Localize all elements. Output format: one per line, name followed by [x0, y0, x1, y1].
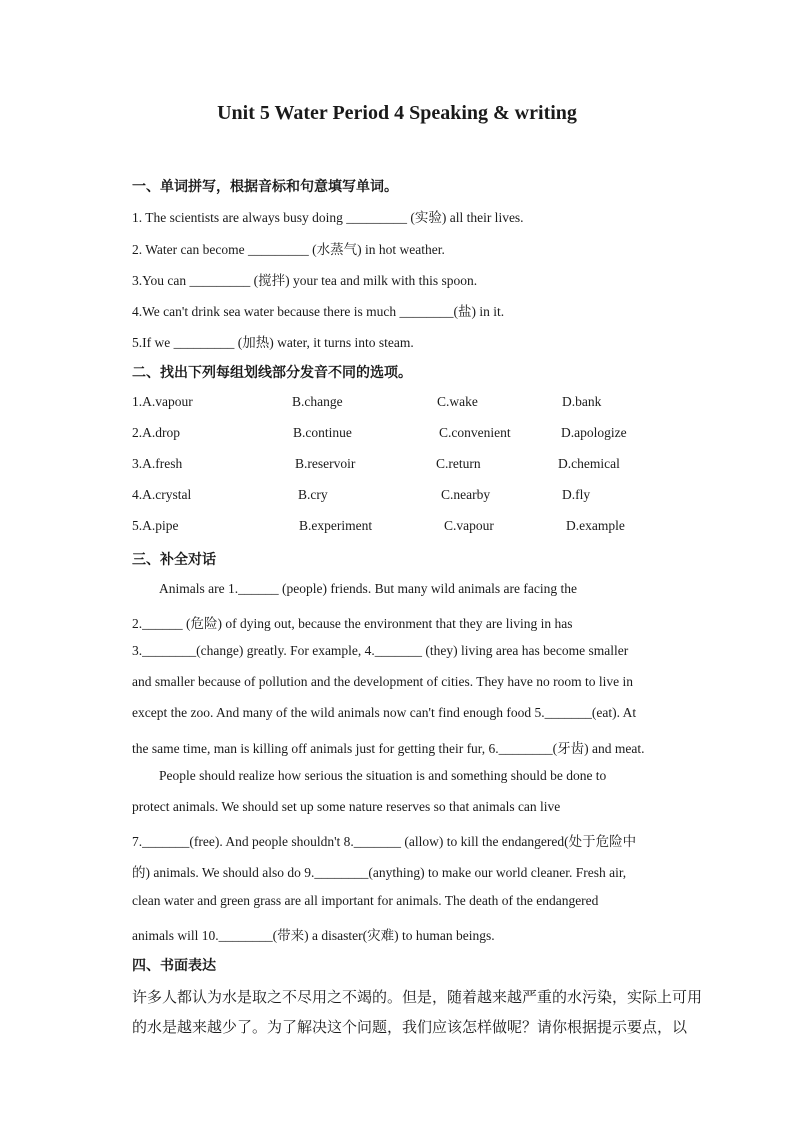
s3-line-6: the same time, man is killing off animals just for getting their fur, 6.________(牙齿) and meat.: [132, 741, 645, 756]
s2-r3-c: C.return: [436, 456, 481, 471]
s3-line-7: People should realize how serious the situation is and something should be done to: [159, 768, 607, 783]
s2-r4-d: D.fly: [562, 487, 591, 502]
s3-line-3: 3.________(change) greatly. For example, 4._______ (they) living area has become smaller: [132, 643, 629, 658]
s2-r1-a: 1.A.vapour: [132, 394, 193, 409]
s4-line-2: 的水是越来越少了。为了解决这个问题，我们应该怎样做呢？请你根据提示要点，以: [132, 1018, 688, 1036]
s2-r2-a: 2.A.drop: [132, 425, 180, 440]
s2-r3-d: D.chemical: [558, 456, 620, 471]
section3-heading: 三、补全对话: [132, 552, 216, 568]
s2-r5-a: 5.A.pipe: [132, 518, 179, 533]
s2-r2-c: C.convenient: [439, 425, 511, 440]
s3-line-10: 的) animals. We should also do 9.________(anything) to make our world cleaner. Fresh air,: [132, 865, 627, 880]
s2-r1-c: C.wake: [437, 394, 478, 409]
s2-r4-a: 4.A.crystal: [132, 487, 192, 502]
s1-item-5: 5.If we _________ (加热) water, it turns into steam.: [132, 335, 414, 350]
s2-r5-c: C.vapour: [444, 518, 494, 533]
s3-line-5: except the zoo. And many of the wild animals now can't find enough food 5._______(eat). At: [132, 705, 637, 720]
s4-line-1: 许多人都认为水是取之不尽用之不竭的。但是，随着越来越严重的水污染，实际上可用: [132, 988, 703, 1006]
section4-heading: 四、书面表达: [132, 958, 216, 974]
s3-line-11: clean water and green grass are all important for animals. The death of the endangered: [132, 893, 599, 908]
s2-r2-b: B.continue: [293, 425, 352, 440]
s2-r1-b: B.change: [292, 394, 343, 409]
s3-line-2: 2.______ (危险) of dying out, because the environment that they are living in has: [132, 616, 573, 631]
s3-line-8: protect animals. We should set up some nature reserves so that animals can live: [132, 799, 561, 814]
page-title: Unit 5 Water Period 4 Speaking & writing: [217, 102, 577, 124]
s3-line-9: 7._______(free). And people shouldn't 8._______ (allow) to kill the endangered(处于危险中: [132, 834, 637, 849]
s2-r3-b: B.reservoir: [295, 456, 356, 471]
s2-r3-a: 3.A.fresh: [132, 456, 183, 471]
s2-r5-b: B.experiment: [299, 518, 373, 533]
s3-line-12: animals will 10.________(带来) a disaster(灾难) to human beings.: [132, 928, 495, 943]
s3-line-4: and smaller because of pollution and the development of cities. They have no room to live in: [132, 674, 633, 689]
s2-r4-c: C.nearby: [441, 487, 491, 502]
s1-item-3: 3.You can _________ (搅拌) your tea and milk with this spoon.: [132, 273, 478, 288]
s2-r5-d: D.example: [566, 518, 625, 533]
s1-item-2: 2. Water can become _________ (水蒸气) in hot weather.: [132, 242, 445, 257]
s1-item-4: 4.We can't drink sea water because there is much ________(盐) in it.: [132, 304, 505, 319]
s3-line-1: Animals are 1.______ (people) friends. But many wild animals are facing the: [159, 581, 578, 596]
section1-heading: 一、单词拼写，根据音标和句意填写单词。: [132, 179, 398, 195]
s2-r2-d: D.apologize: [561, 425, 627, 440]
s1-item-1: 1. The scientists are always busy doing _________ (实验) all their lives.: [132, 210, 524, 225]
section2-heading: 二、找出下列每组划线部分发音不同的选项。: [132, 365, 412, 381]
s2-r1-d: D.bank: [562, 394, 602, 409]
s2-r4-b: B.cry: [298, 487, 328, 502]
